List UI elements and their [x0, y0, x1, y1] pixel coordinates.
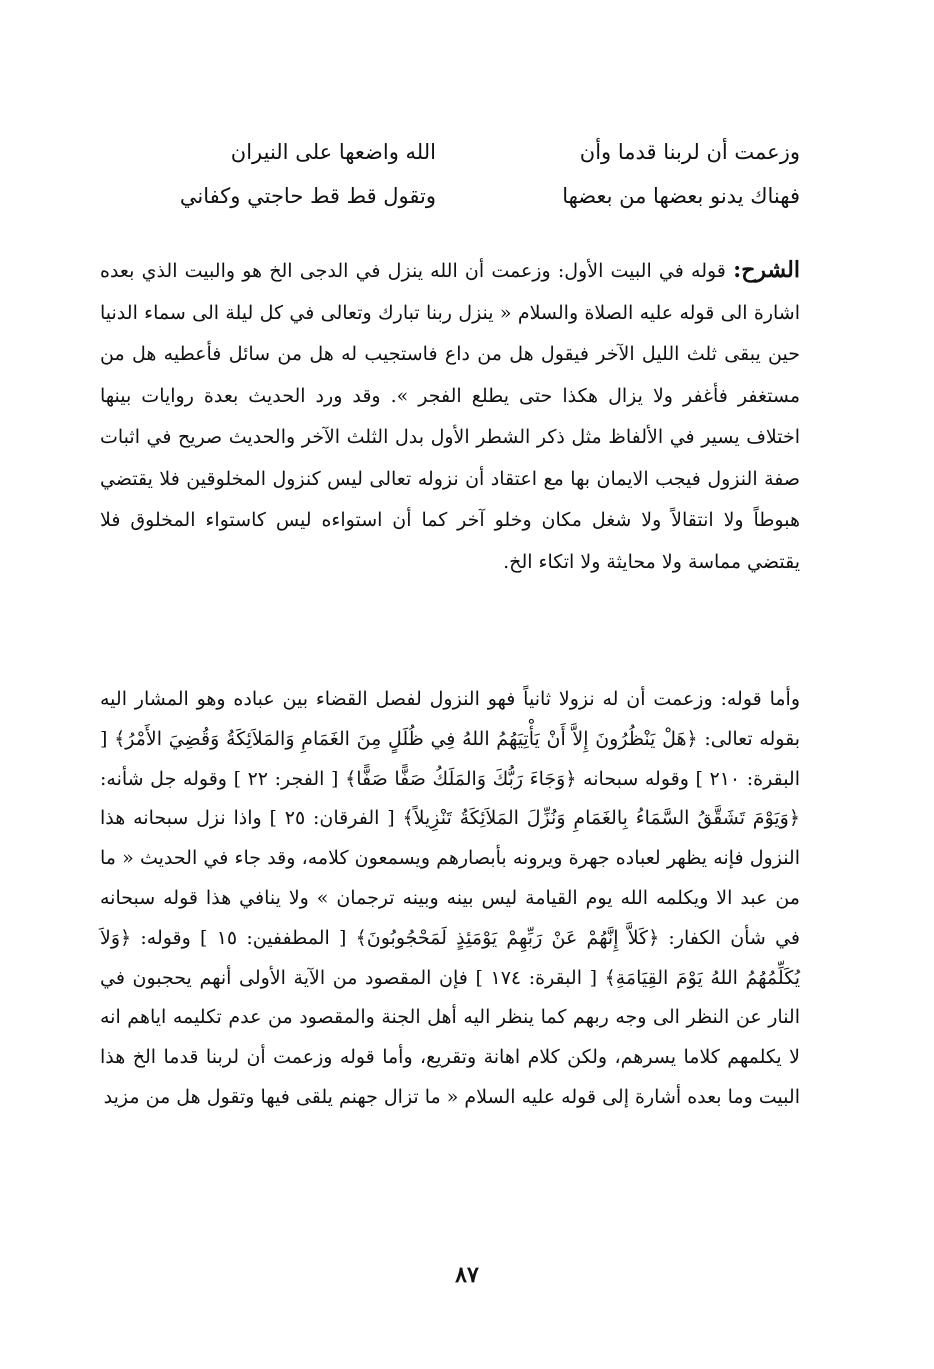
poem-line-1 — [100, 130, 800, 174]
poem-line-2 — [100, 174, 800, 218]
hemistich-second: الله واضعها على النيران — [230, 140, 436, 164]
commentary-paragraph-2 — [100, 680, 800, 1118]
page-number: ٨٧ — [455, 1262, 479, 1288]
hemistich-second: وتقول قط قط حاجتي وكفاني — [179, 184, 436, 208]
commentary-text-2: وأما قوله: وزعمت أن له نزولا ثانياً فهو النزول لفصل القضاء بين عباده وهو المشار اليه بقوله تعالى: ﴿هَلْ يَنْظُرُونَ إِلاَّ أَنْ يَأْتِيَهُمُ اللهُ فِي ظُلَلٍ مِنَ الغَمَامِ وَالمَلاَئِكَةُ وَقُضِيَ الأَمْرُ﴾ [ البقرة: ٢١٠ ] وقوله سبحانه ﴿وَجَاءَ رَبُّكَ وَالمَلَكُ صَفًّا صَفًّا﴾ [ الفجر: ٢٢ ] وقوله جل شأنه: ﴿وَيَوْمَ تَشَقَّقُ السَّمَاءُ بِالغَمَامِ وَنُزِّلَ المَلاَئِكَةُ تَنْزِيلاً﴾ [ الفرقان: ٢٥ ] واذا نزل سبحانه هذا النزول فإنه يظهر لعباده جهرة ويرونه بأبصارهم ويسمعون كلامه، وقد جاء في الحديث « ما من عبد الا ويكلمه الله يوم القيامة ليس بينه وبينه ترجمان » ولا ينافي هذا قوله سبحانه في شأن الكفار: ﴿كَلاَّ إِنَّهُمْ عَنْ رَبِّهِمْ يَوْمَئِذٍ لَمَحْجُوبُونَ﴾ [ المطففين: ١٥ ] وقوله: ﴿وَلاَ يُكَلِّمُهُمُ اللهُ يَوْمَ القِيَامَةِ﴾ [ البقرة: ١٧٤ ] فإن المقصود من الآية الأولى أنهم يحجبون في النار عن النظر الى وجه ربهم كما ينظر اليه أهل الجنة والمقصود من عدم تكليمه اياهم انه لا يكلمهم كلاما يسرهم، ولكن كلام اهانة وتقريع، وأما قوله وزعمت أن لربنا قدما الخ هذا البيت وما بعده أشارة إلى قوله عليه السلام « ما تزال جهنم يلقى فيها وتقول هل من مزيد — [100, 688, 800, 1108]
hemistich-first: وزعمت أن لربنا قدما وأن — [579, 140, 800, 164]
commentary-label: الشرح: — [733, 257, 800, 283]
commentary-text-1: قوله في البيت الأول: وزعمت أن الله ينزل في الدجى الخ هو والبيت الذي بعده اشارة الى قوله عليه الصلاة والسلام « ينزل ربنا تبارك وتعالى في كل ليلة الى سماء الدنيا حين يبقى ثلث الليل الآخر فيقول هل من داع فاستجيب له هل من سائل فأعطيه هل من مستغفر فأغفر ولا يزال هكذا حتى يطلع الفجر ». وقد ورد الحديث بعدة روايات بينها اختلاف يسير في الألفاظ مثل ذكر الشطر الأول بدل الثلث الآخر والحديث صريح في اثبات صفة النزول فيجب الايمان بها مع اعتقاد أن نزوله تعالى ليس كنزول المخلوقين فلا يقتضي هبوطاً ولا انتقالاً ولا شغل مكان وخلو آخر كما أن استواءه ليس كاستواء المخلوق فلا يقتضي مماسة ولا محايثة ولا اتكاء الخ. — [100, 260, 800, 573]
commentary-paragraph-1 — [100, 250, 800, 583]
hemistich-first: فهناك يدنو بعضها من بعضها — [562, 184, 800, 208]
poem-verses — [100, 130, 800, 218]
